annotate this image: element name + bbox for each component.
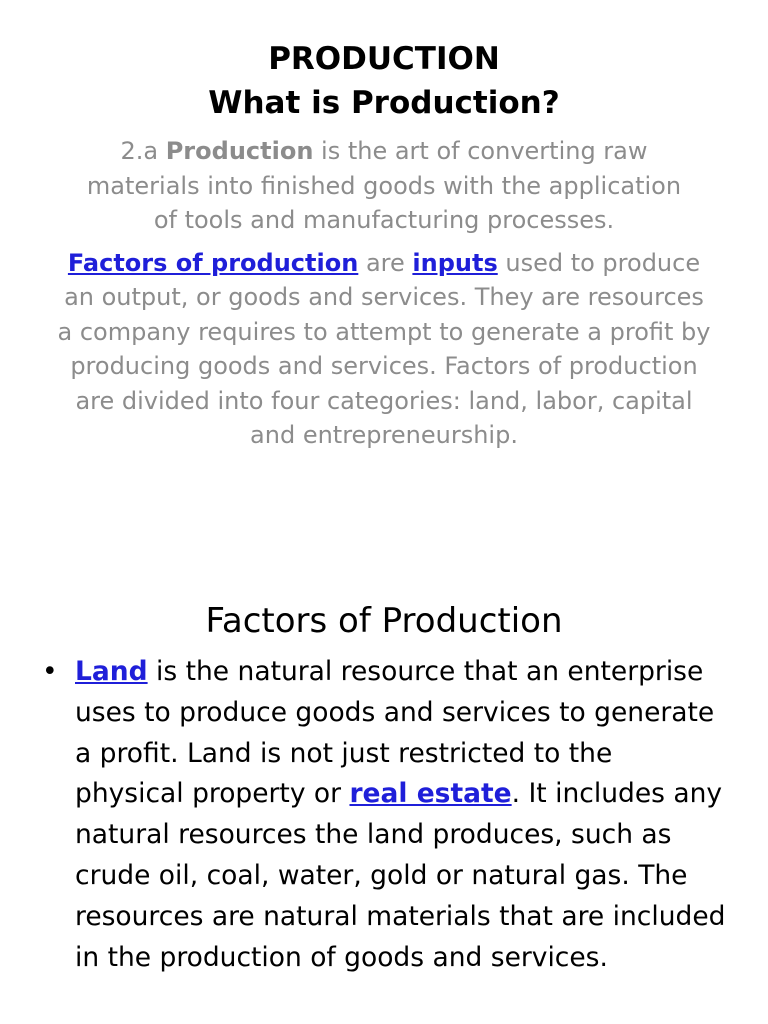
page-subtitle: What is Production? bbox=[208, 85, 560, 121]
factors-text: used to produce an output, or goods and services. They are resources a company requires to attempt to generate a profit by producing goods and services. Factors of production are divided into four categories: land, labor, capital and entrepreneurship. bbox=[57, 248, 711, 449]
definition-text: is the art of converting raw materials into finished goods with the application of tools and manufacturing processes. bbox=[86, 137, 682, 234]
definition-prefix: 2.a bbox=[120, 137, 166, 165]
bullet-icon: • bbox=[42, 656, 58, 687]
link-factors-of-production[interactable]: Factors of production bbox=[67, 248, 359, 277]
slide-factors-of-production bbox=[0, 598, 768, 978]
factors-description bbox=[54, 246, 714, 453]
factors-joiner: are bbox=[358, 248, 413, 277]
section-heading: Factors of Production bbox=[205, 601, 563, 641]
link-real-estate[interactable]: real estate bbox=[349, 778, 512, 810]
link-inputs[interactable]: inputs bbox=[412, 248, 498, 277]
production-definition bbox=[79, 134, 689, 238]
bullet-list bbox=[0, 652, 768, 978]
page-title: PRODUCTION bbox=[268, 41, 500, 77]
list-item-land bbox=[0, 652, 768, 978]
link-land[interactable]: Land bbox=[75, 656, 148, 687]
slide-what-is-production bbox=[0, 38, 768, 453]
definition-term: Production bbox=[165, 137, 314, 165]
land-text-1: is the natural resource that an enterprise uses to produce goods and services to generate a profit. Land is not just restricted to the physical property or bbox=[75, 656, 715, 810]
land-text-2: . It includes any natural resources the land produces, such as crude oil, coal, water, gold or natural gas. The resources are natural materials that are included in the production of goods and services. bbox=[75, 778, 726, 973]
